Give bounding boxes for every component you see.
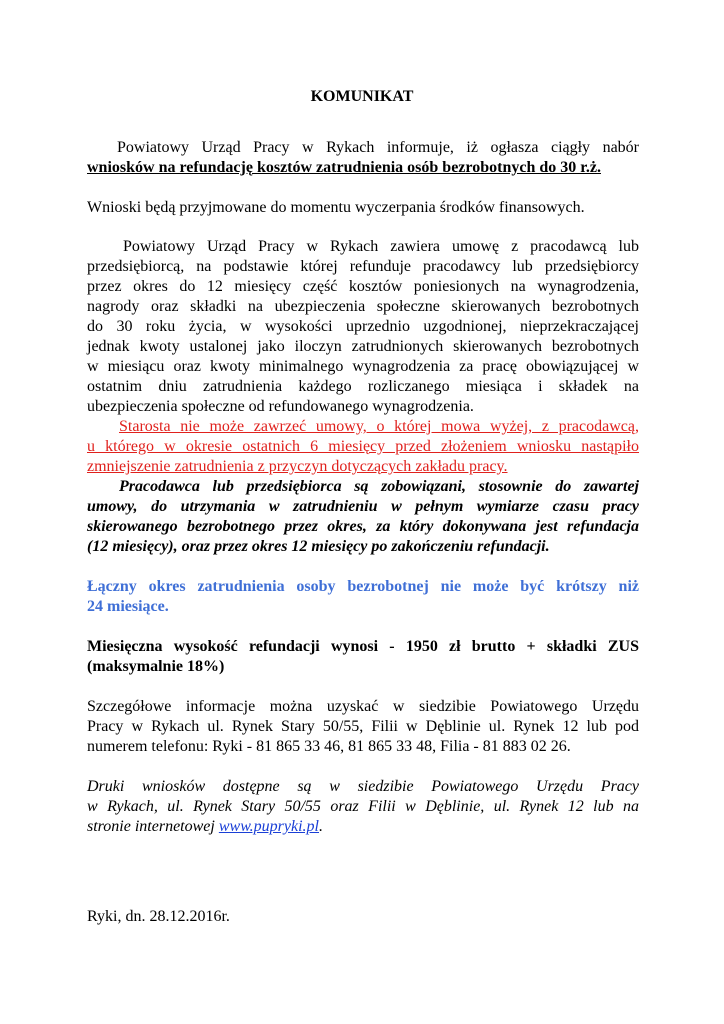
forms-prefix: stronie internetowej bbox=[87, 818, 219, 835]
total-period-line: 24 miesiące. bbox=[87, 598, 169, 615]
main-line: nagrody oraz składki na ubezpieczenia społeczne skierowanych bezrobotnych bbox=[87, 298, 639, 315]
main-paragraph bbox=[87, 237, 639, 417]
contact-line: numerem telefonu: Ryki - 81 865 33 46, 81 865 33 48, Filia - 81 883 02 26. bbox=[87, 738, 571, 755]
contact-line: Pracy w Rykach ul. Rynek Stary 50/55, Filii w Dęblinie ul. Rynek 12 lub pod bbox=[87, 718, 639, 735]
refund-amount-paragraph bbox=[87, 637, 639, 677]
main-line: ostatnim dniu zatrudnienia każdego rozliczanego miesiąca i składek na bbox=[87, 378, 639, 395]
main-line: jednak kwoty ustalonej jako iloczyn zatrudnionych skierowanych bezrobotnych bbox=[87, 338, 639, 355]
warning-paragraph bbox=[87, 417, 639, 477]
intro-highlight: wniosków na refundację kosztów zatrudnienia osób bezrobotnych do 30 r.ż. bbox=[87, 159, 601, 176]
warning-line: u którego w okresie ostatnich 6 miesięcy przed złożeniem wniosku nastąpiło bbox=[87, 438, 639, 455]
main-line: przez okres do 12 miesięcy część kosztów poniesionych na wynagrodzenia, bbox=[87, 278, 639, 295]
forms-line: w Rykach, ul. Rynek Stary 50/55 oraz Filii w Dęblinie, ul. Rynek 12 lub na bbox=[87, 798, 639, 815]
forms-line bbox=[87, 817, 639, 837]
forms-suffix: . bbox=[319, 818, 323, 835]
contact-line: Szczegółowe informacje można uzyskać w siedzibie Powiatowego Urzędu bbox=[87, 698, 639, 715]
main-line: w miesiącu oraz kwoty minimalnego wynagrodzenia za pracę obowiązującej w bbox=[87, 358, 639, 375]
total-period-paragraph bbox=[87, 577, 639, 617]
refund-amount-line: (maksymalnie 18%) bbox=[87, 658, 225, 675]
date-paragraph bbox=[87, 907, 639, 927]
deadline-paragraph bbox=[87, 198, 639, 218]
obligation-line: (12 miesięcy), oraz przez okres 12 miesięcy po zakończeniu refundacji. bbox=[87, 538, 550, 555]
warning-line: Starosta nie może zawrzeć umowy, o której mowa wyżej, z pracodawcą, bbox=[119, 418, 639, 435]
obligation-line: skierowanego bezrobotnego przez okres, za który dokonywana jest refundacja bbox=[87, 518, 639, 535]
website-link[interactable]: www.pupryki.pl bbox=[218, 818, 319, 835]
main-line: przedsiębiorcą, na podstawie której refunduje pracodawcy lub przedsiębiorcy bbox=[87, 258, 639, 275]
forms-line: Druki wniosków dostępne są w siedzibie Powiatowego Urzędu Pracy bbox=[87, 778, 639, 795]
deadline-text: Wnioski będą przyjmowane do momentu wyczerpania środków finansowych. bbox=[87, 199, 585, 216]
main-line: Powiatowy Urząd Pracy w Rykach zawiera umowę z pracodawcą lub bbox=[123, 238, 639, 255]
forms-paragraph bbox=[87, 777, 639, 837]
main-line: do 30 roku życia, w wysokości uprzednio uzgodnionej, nieprzekraczającej bbox=[87, 318, 639, 335]
total-period-line: Łączny okres zatrudnienia osoby bezrobotnej nie może być krótszy niż bbox=[87, 578, 639, 595]
refund-amount-line: Miesięczna wysokość refundacji wynosi - 1950 zł brutto + składki ZUS bbox=[87, 638, 639, 655]
obligation-line: Pracodawca lub przedsiębiorca są zobowiązani, stosownie do zawartej bbox=[119, 478, 639, 495]
intro-line: Powiatowy Urząd Pracy w Rykach informuje, iż ogłasza ciągły nabór bbox=[117, 139, 639, 156]
document-title: KOMUNIKAT bbox=[310, 88, 414, 105]
contact-paragraph bbox=[87, 697, 639, 757]
document-date: Ryki, dn. 28.12.2016r. bbox=[87, 908, 230, 925]
intro-paragraph bbox=[87, 138, 639, 178]
main-line: ubezpieczenia społeczne od refundowanego wynagrodzenia. bbox=[87, 398, 474, 415]
obligation-paragraph bbox=[87, 477, 639, 557]
obligation-line: umowy, do utrzymania w zatrudnieniu w pełnym wymiarze czasu pracy bbox=[87, 498, 639, 515]
warning-line: zmniejszenie zatrudnienia z przyczyn dotyczących zakładu pracy. bbox=[87, 458, 508, 475]
